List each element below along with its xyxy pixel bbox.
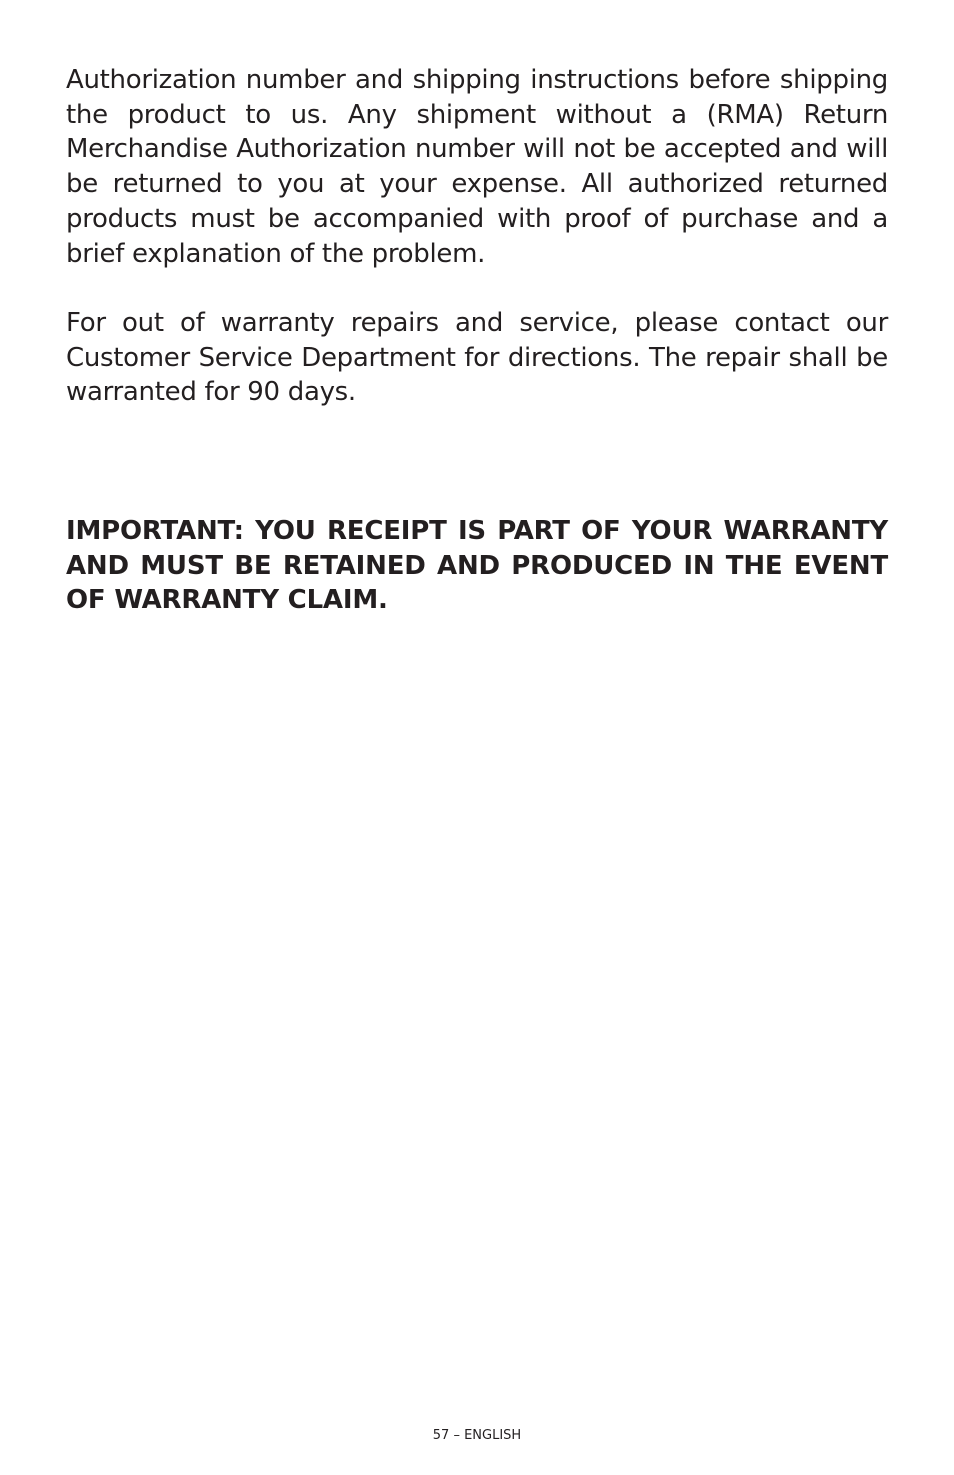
page-footer: 57 – ENGLISH bbox=[432, 1428, 522, 1443]
page-content bbox=[66, 63, 888, 618]
important-receipt-notice: IMPORTANT: YOU RECEIPT IS PART OF YOUR WARRANTY AND MUST BE RETAINED AND PRODUCED IN THE EVENT OF WARRANTY CLAIM. bbox=[66, 516, 888, 616]
out-of-warranty-paragraph: For out of warranty repairs and service, please contact our Customer Service Department for directions. The repair shall be warranted for 90 days. bbox=[66, 307, 888, 408]
rma-shipping-paragraph: Authorization number and shipping instructions before shipping the product to us. Any shipment without a (RMA) Return Merchandise Authorization number will not be accepted and will be returned to you at your expense. All authorized returned products must be accompanied with proof of purchase and a brief explanation of the problem. bbox=[66, 65, 888, 269]
